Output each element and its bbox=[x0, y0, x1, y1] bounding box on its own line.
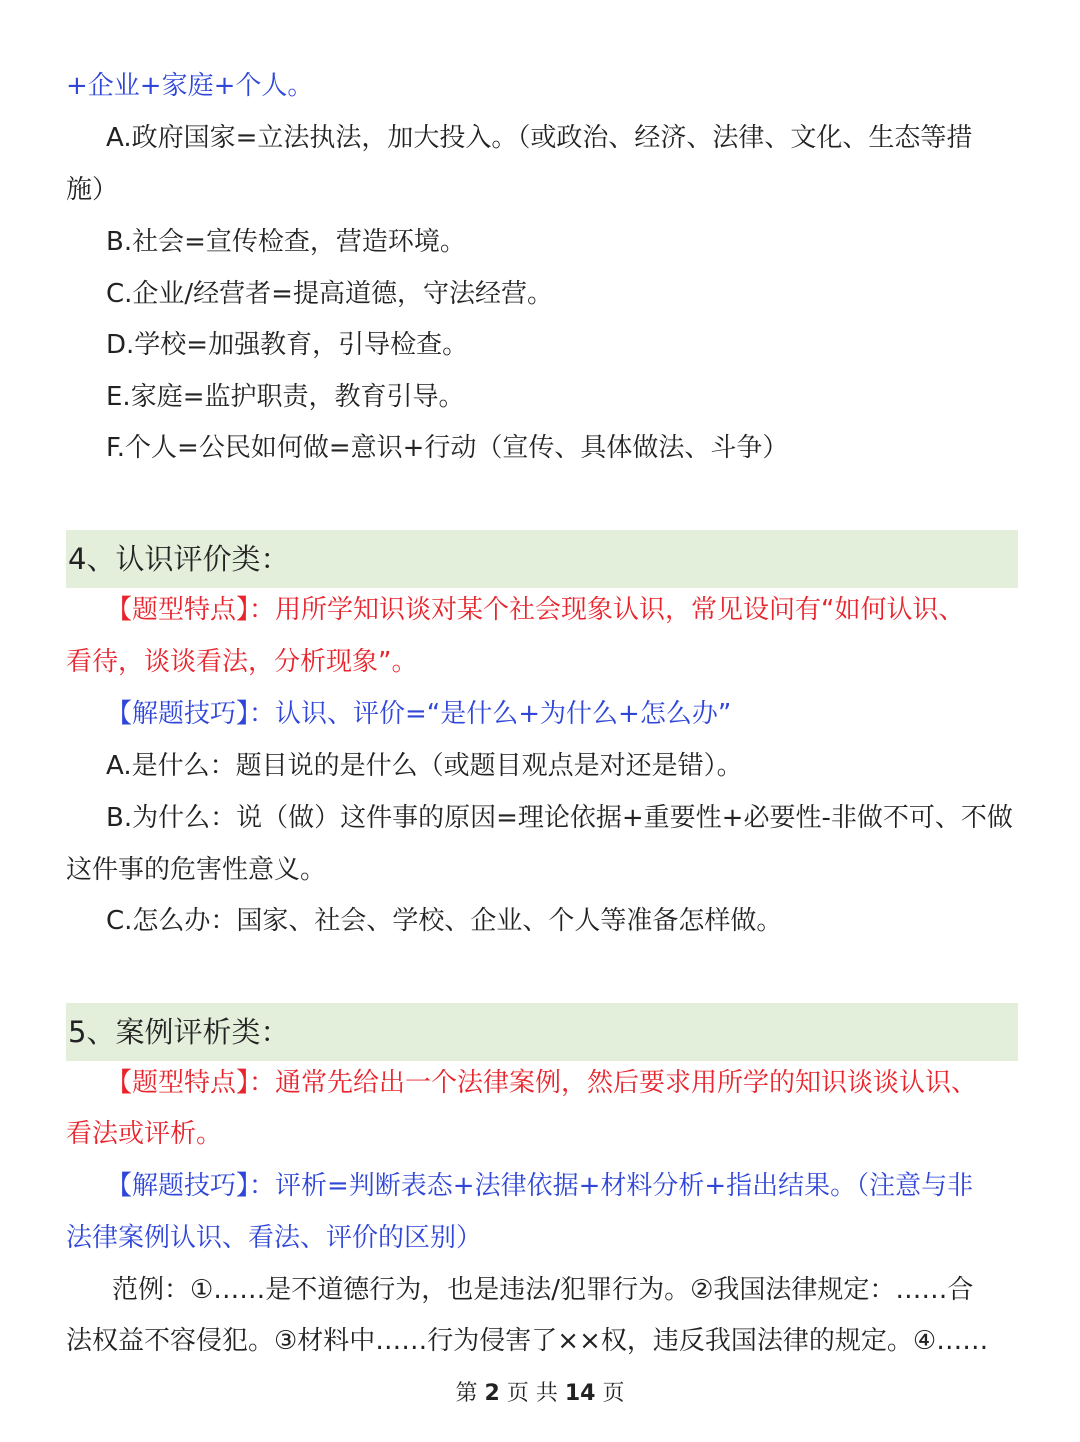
item-a-line-2: 施） bbox=[66, 175, 119, 205]
footer-suffix: 页 bbox=[602, 1381, 625, 1406]
total-page-count: 14 bbox=[564, 1381, 596, 1406]
section-5-example-line-1: 范例：①……是不道德行为，也是违法/犯罪行为。②我国法律规定：……合 bbox=[112, 1275, 974, 1305]
item-c: C.企业/经营者=提高道德，守法经营。 bbox=[106, 279, 553, 309]
item-a-line-1: A.政府国家=立法执法，加大投入。（或政治、经济、法律、文化、生态等措 bbox=[106, 123, 973, 153]
section-4-item-a: A.是什么：题目说的是什么（或题目观点是对还是错）。 bbox=[106, 751, 743, 781]
item-e: E.家庭=监护职责，教育引导。 bbox=[106, 382, 465, 412]
carry-over-line: +企业+家庭+个人。 bbox=[66, 71, 314, 101]
item-f: F.个人=公民如何做=意识+行动（宣传、具体做法、斗争） bbox=[106, 433, 789, 463]
section-5-example-line-2: 法权益不容侵犯。③材料中……行为侵害了××权，违反我国法律的规定。④…… bbox=[66, 1326, 989, 1356]
item-b: B.社会=宣传检查，营造环境。 bbox=[106, 227, 466, 257]
section-4-item-c: C.怎么办：国家、社会、学校、企业、个人等准备怎样做。 bbox=[106, 906, 783, 936]
footer-prefix: 第 bbox=[455, 1381, 478, 1406]
page-footer bbox=[0, 1376, 1080, 1412]
item-d: D.学校=加强教育，引导检查。 bbox=[106, 330, 469, 360]
section-5-heading: 5、案例评析类： bbox=[66, 1003, 1018, 1061]
current-page-number: 2 bbox=[484, 1381, 500, 1406]
section-4-item-b-line-1: B.为什么：说（做）这件事的原因=理论依据+重要性+必要性-非做不可、不做 bbox=[106, 803, 1013, 833]
section-4-tip: 【解题技巧】：认识、评价=“是什么+为什么+怎么办” bbox=[106, 699, 732, 729]
section-4-heading: 4、认识评价类： bbox=[66, 530, 1018, 588]
section-4-feature-line-2: 看待，谈谈看法，分析现象”。 bbox=[66, 647, 418, 677]
section-4-item-b-line-2: 这件事的危害性意义。 bbox=[66, 855, 327, 885]
section-5-feature-line-2: 看法或评析。 bbox=[66, 1119, 223, 1149]
section-5-tip-line-1: 【解题技巧】：评析=判断表态+法律依据+材料分析+指出结果。（注意与非 bbox=[106, 1171, 974, 1201]
section-5-feature-line-1: 【题型特点】：通常先给出一个法律案例，然后要求用所学的知识谈谈认识、 bbox=[106, 1068, 978, 1098]
section-4-feature-line-1: 【题型特点】：用所学知识谈对某个社会现象认识，常见设问有“如何认识、 bbox=[106, 595, 965, 625]
footer-middle: 页 共 bbox=[506, 1381, 558, 1406]
section-5-tip-line-2: 法律案例认识、看法、评价的区别） bbox=[66, 1223, 483, 1253]
